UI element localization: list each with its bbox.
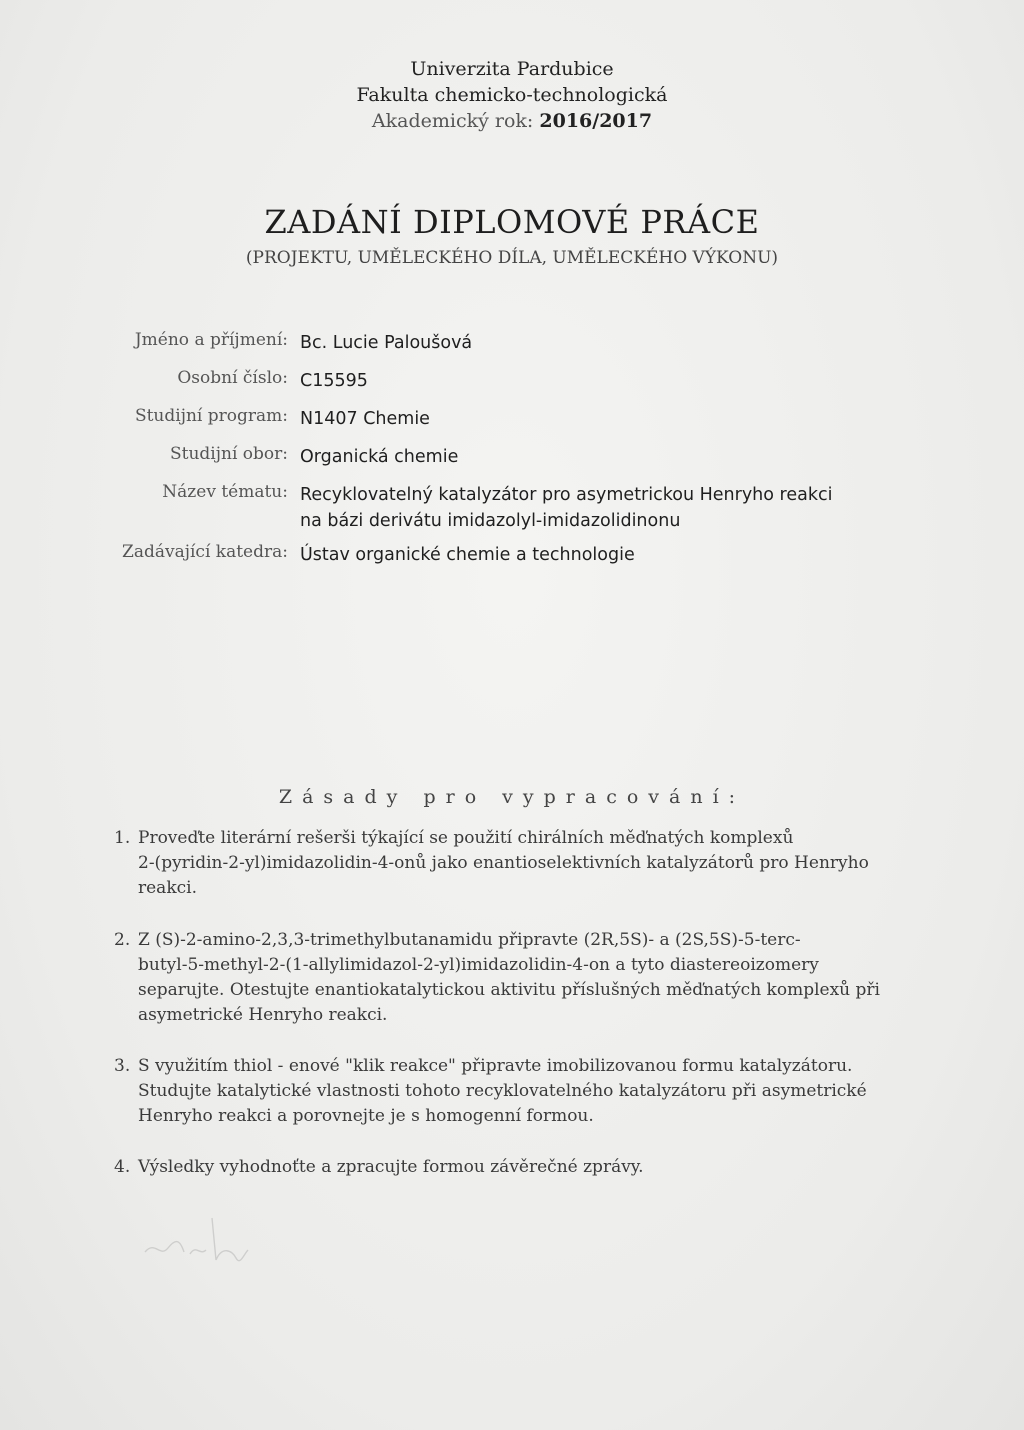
faculty-name: Fakulta chemicko-technologická: [356, 84, 668, 106]
document-title: ZADÁNÍ DIPLOMOVÉ PRÁCE: [264, 203, 760, 241]
document-subtitle: (PROJEKTU, UMĚLECKÉHO DÍLA, UMĚLECKÉHO VÝKONU): [245, 248, 779, 268]
task-text: [138, 928, 914, 1028]
id-value: C15595: [300, 371, 368, 391]
task-text: [138, 826, 914, 901]
academic-year-value: 2016/2017: [539, 110, 653, 132]
academic-year: [0, 108, 1024, 134]
task-number: 2.: [114, 930, 131, 950]
task-line: Výsledky vyhodnoťte a zpracujte formou závěrečné zprávy.: [138, 1157, 644, 1177]
academic-year-label: Akademický rok:: [371, 110, 534, 132]
department-value: Ústav organické chemie a technologie: [300, 545, 635, 565]
task-line: butyl-5-methyl-2-(1-allylimidazol-2-yl)imidazolidin-4-on a tyto diastereoizomery: [138, 955, 819, 975]
task-text: [138, 1054, 914, 1129]
task-line: asymetrické Henryho reakci.: [138, 1005, 388, 1025]
faint-signature: [140, 1210, 250, 1270]
task-line: 2-(pyridin-2-yl)imidazolidin-4-onů jako enantioselektivních katalyzátorů pro Henryho: [138, 853, 869, 873]
task-text: [138, 1155, 914, 1180]
task-line: reakci.: [138, 878, 197, 898]
task-item: [114, 928, 914, 1028]
field-label: Studijní obor:: [169, 444, 288, 464]
topic-value-line-1: Recyklovatelný katalyzátor pro asymetrickou Henryho reakci: [300, 485, 833, 505]
task-line: S využitím thiol - enové "klik reakce" připravte imobilizovanou formu katalyzátoru.: [138, 1056, 853, 1076]
task-line: Proveďte literární rešerši týkající se použití chirálních měďnatých komplexů: [138, 828, 794, 848]
name-value: Bc. Lucie Paloušová: [300, 333, 473, 353]
topic-value-line-2: na bázi derivátu imidazolyl-imidazolidinonu: [300, 511, 681, 531]
university-name: Univerzita Pardubice: [410, 58, 614, 80]
document-header: [0, 56, 1024, 134]
task-line: Henryho reakci a porovnejte je s homogenní formou.: [138, 1106, 594, 1126]
topic-label: Název tématu:: [162, 482, 288, 502]
task-item: [114, 1054, 914, 1129]
program-value: N1407 Chemie: [300, 409, 430, 429]
task-item: [114, 826, 914, 901]
title-block: [0, 200, 1024, 268]
task-number: 3.: [114, 1056, 131, 1076]
program-label: Studijní program:: [134, 406, 288, 426]
topic-value: [300, 482, 980, 534]
task-number: 1.: [114, 828, 131, 848]
task-line: Z (S)-2-amino-2,3,3-trimethylbutanamidu připravte (2R,5S)- a (2S,5S)-5-terc-: [138, 930, 801, 950]
field-value: Organická chemie: [300, 447, 459, 467]
name-label: Jméno a příjmení:: [134, 330, 288, 350]
task-item: [114, 1155, 914, 1180]
task-number: 4.: [114, 1157, 131, 1177]
id-label: Osobní číslo:: [177, 368, 288, 388]
department-label: Zadávající katedra:: [122, 542, 288, 562]
task-line: separujte. Otestujte enantiokatalytickou aktivitu příslušných měďnatých komplexů při: [138, 980, 880, 1000]
guidelines-heading: Zásady pro vypracování:: [278, 786, 746, 808]
task-line: Studujte katalytické vlastnosti tohoto recyklovatelného katalyzátoru při asymetrické: [138, 1081, 867, 1101]
